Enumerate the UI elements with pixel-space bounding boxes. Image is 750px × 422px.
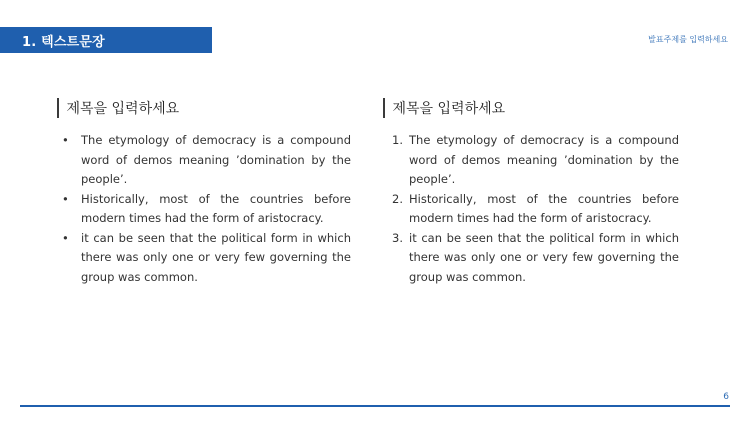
bullet-marker: • (62, 191, 69, 206)
number-marker: 2. (392, 191, 403, 206)
numbered-list (383, 131, 683, 287)
bullet-marker: • (62, 230, 69, 245)
left-column-title: 제목을 입력하세요 (66, 101, 180, 117)
right-column-title: 제목을 입력하세요 (392, 101, 506, 117)
section-title: 1. 텍스트문장 (22, 34, 105, 50)
bullet-marker: • (62, 133, 69, 147)
left-column-heading (57, 98, 357, 118)
presentation-topic-label: 발표주제를 입력하세요 (648, 35, 728, 44)
footer-divider (20, 405, 730, 407)
number-marker: 3. (392, 230, 403, 245)
list-item (57, 190, 351, 229)
list-item-text: it can be seen that the political form in which there was only one or very few governing the group was common. (81, 230, 351, 284)
list-item (383, 131, 679, 190)
list-item-text: it can be seen that the political form in which there was only one or very few governing the group was common. (409, 230, 679, 284)
list-item (57, 131, 351, 190)
list-item-text: The etymology of democracy is a compound word of demos meaning ’domination by the people’. (81, 133, 351, 186)
list-item (383, 229, 679, 288)
list-item (383, 190, 679, 229)
list-item-text: Historically, most of the countries before modern times had the form of aristocracy. (81, 191, 351, 225)
list-item-text: The etymology of democracy is a compound word of demos meaning ’domination by the people’. (409, 133, 679, 186)
list-item (57, 229, 351, 288)
heading-divider (57, 98, 59, 118)
right-column-heading (383, 98, 683, 118)
list-item-text: Historically, most of the countries before modern times had the form of aristocracy. (409, 191, 679, 225)
bullet-list (57, 131, 357, 287)
number-marker: 1. (392, 133, 403, 147)
heading-divider (383, 98, 385, 118)
left-column (57, 98, 357, 287)
section-title-bar (0, 27, 212, 53)
page-number: 6 (723, 392, 729, 402)
right-column (383, 98, 683, 287)
